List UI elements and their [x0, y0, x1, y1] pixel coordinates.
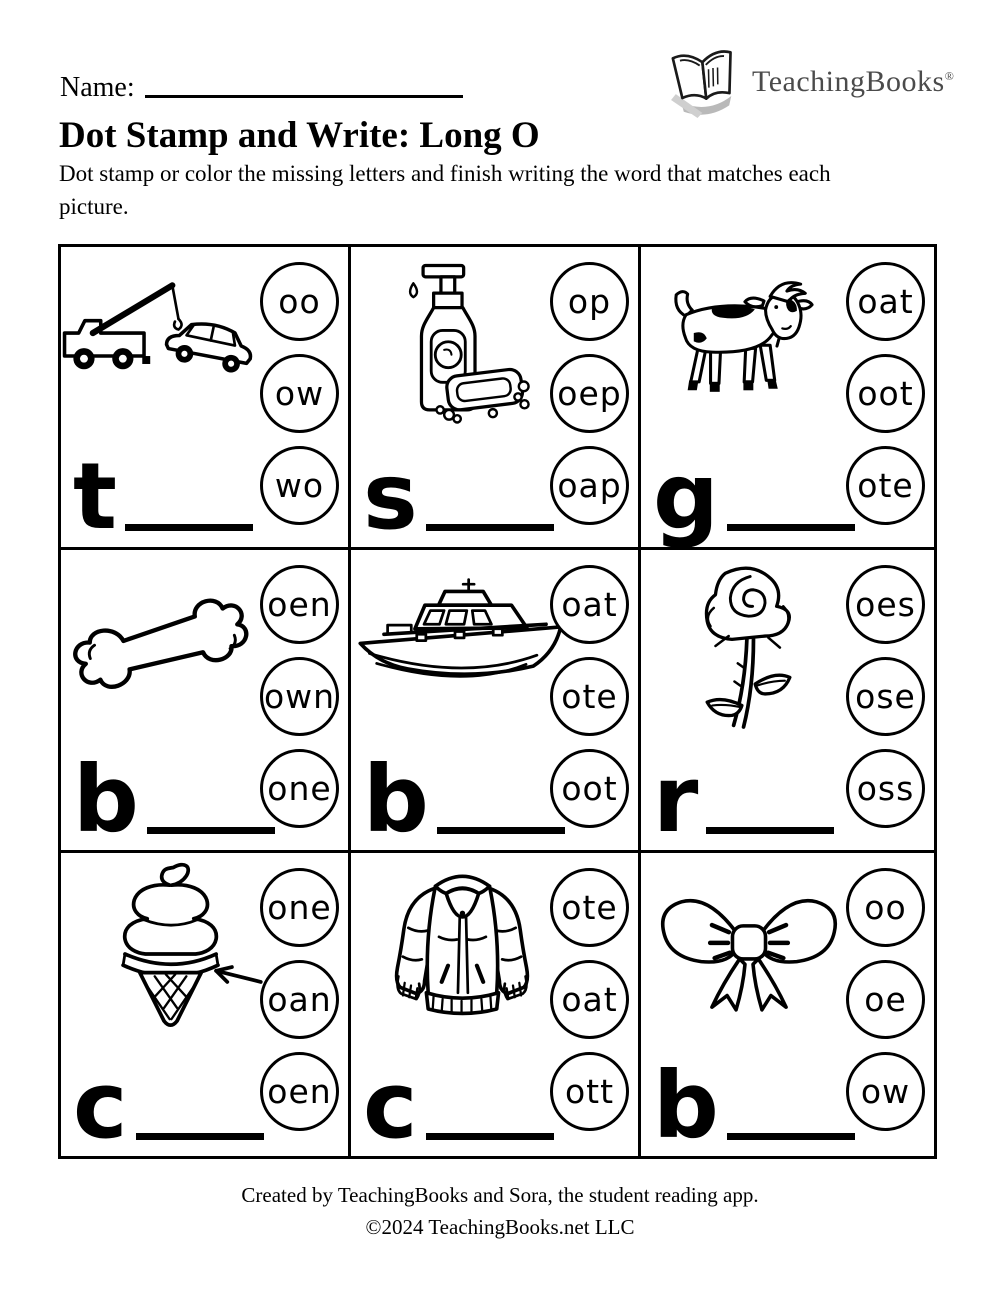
- option-circle[interactable]: [260, 565, 339, 644]
- option-label: oat: [561, 585, 618, 624]
- instructions: [59, 158, 939, 223]
- option-circle[interactable]: [846, 354, 925, 433]
- worksheet-cell-goat: [641, 247, 934, 550]
- worksheet-cell-rose: [641, 550, 934, 853]
- worksheet-cell-coat: [351, 853, 641, 1156]
- starter-letter: t: [73, 443, 117, 550]
- option-label: oen: [267, 1072, 332, 1111]
- option-circle[interactable]: [550, 565, 629, 644]
- answer-blank-line[interactable]: [727, 524, 855, 531]
- option-circle[interactable]: [260, 960, 339, 1039]
- option-column: [260, 262, 339, 525]
- option-column: [846, 262, 925, 525]
- worksheet-cell-soap: [351, 247, 641, 550]
- footer-copyright: ©2024 TeachingBooks.net LLC: [365, 1214, 635, 1239]
- worksheet-grid: [58, 244, 937, 1159]
- option-label: oen: [267, 585, 332, 624]
- starter-letter: c: [363, 1052, 418, 1156]
- option-label: own: [263, 677, 336, 716]
- option-label: op: [567, 282, 612, 321]
- answer-area: [653, 1052, 855, 1156]
- answer-area: [73, 746, 275, 853]
- instructions-line2: picture.: [59, 193, 129, 219]
- option-circle[interactable]: [550, 1052, 629, 1131]
- answer-area: [653, 746, 834, 853]
- option-label: oo: [864, 888, 907, 927]
- option-circle[interactable]: [550, 446, 629, 525]
- logo-wordmark: TeachingBooks®: [752, 65, 955, 98]
- footer: [0, 1180, 1000, 1243]
- worksheet-cell-cone: [61, 853, 351, 1156]
- answer-blank-line[interactable]: [426, 1133, 554, 1140]
- rose-icon: [689, 560, 813, 742]
- name-row: [60, 72, 463, 104]
- option-column: [846, 868, 925, 1131]
- option-label: oss: [856, 769, 915, 808]
- answer-blank-line[interactable]: [147, 827, 275, 834]
- name-blank-line[interactable]: [145, 90, 463, 98]
- option-label: ow: [274, 374, 325, 413]
- open-book-icon: [664, 46, 748, 118]
- option-column: [260, 868, 339, 1131]
- option-label: oot: [857, 374, 914, 413]
- answer-area: [363, 1052, 554, 1156]
- option-circle[interactable]: [846, 565, 925, 644]
- page-title: Dot Stamp and Write: Long O: [59, 115, 540, 156]
- option-circle[interactable]: [846, 657, 925, 736]
- option-label: wo: [274, 466, 325, 505]
- option-circle[interactable]: [260, 446, 339, 525]
- registered-mark: ®: [944, 69, 955, 83]
- answer-area: [73, 443, 253, 550]
- starter-letter: s: [363, 443, 418, 550]
- option-circle[interactable]: [260, 657, 339, 736]
- option-label: ott: [564, 1072, 615, 1111]
- option-label: oe: [864, 980, 907, 1019]
- instructions-line1: Dot stamp or color the missing letters and finish writing the word that matches each: [59, 161, 831, 186]
- option-label: oap: [557, 466, 622, 505]
- option-label: ote: [561, 677, 618, 716]
- bone-icon: [65, 578, 263, 718]
- answer-blank-line[interactable]: [125, 524, 253, 531]
- soap-icon: [389, 259, 531, 425]
- option-circle[interactable]: [550, 960, 629, 1039]
- bow-icon: [653, 875, 845, 1018]
- option-circle[interactable]: [260, 354, 339, 433]
- starter-letter: b: [73, 746, 139, 853]
- option-label: ote: [857, 466, 914, 505]
- option-circle[interactable]: [846, 1052, 925, 1131]
- goat-icon: [651, 275, 819, 420]
- option-label: oat: [561, 980, 618, 1019]
- option-label: ote: [561, 888, 618, 927]
- option-circle[interactable]: [260, 1052, 339, 1131]
- option-label: one: [267, 769, 332, 808]
- option-label: one: [267, 888, 332, 927]
- answer-area: [653, 443, 855, 550]
- worksheet-cell-bow: [641, 853, 934, 1156]
- worksheet-cell-boat: [351, 550, 641, 853]
- answer-blank-line[interactable]: [426, 524, 554, 531]
- option-circle[interactable]: [846, 262, 925, 341]
- option-label: oo: [278, 282, 321, 321]
- option-circle[interactable]: [846, 868, 925, 947]
- option-circle[interactable]: [846, 960, 925, 1039]
- answer-area: [363, 746, 565, 853]
- teachingbooks-logo: [664, 46, 954, 118]
- tow-truck-icon: [61, 273, 273, 406]
- option-label: oot: [561, 769, 618, 808]
- answer-blank-line[interactable]: [136, 1133, 264, 1140]
- worksheet-cell-bone: [61, 550, 351, 853]
- option-label: ow: [860, 1072, 911, 1111]
- starter-letter: r: [653, 746, 699, 853]
- option-circle[interactable]: [846, 749, 925, 828]
- coat-icon: [365, 861, 559, 1037]
- option-label: ose: [855, 677, 916, 716]
- answer-area: [363, 443, 554, 550]
- answer-blank-line[interactable]: [706, 827, 834, 834]
- option-label: oes: [855, 585, 916, 624]
- answer-area: [73, 1052, 264, 1156]
- ice-cream-cone-icon: [71, 861, 271, 1033]
- name-label: Name:: [60, 72, 135, 103]
- option-label: oep: [557, 374, 622, 413]
- option-label: oan: [267, 980, 332, 1019]
- option-circle[interactable]: [260, 262, 339, 341]
- option-column: [550, 868, 629, 1131]
- option-circle[interactable]: [550, 657, 629, 736]
- option-circle[interactable]: [550, 868, 629, 947]
- starter-letter: b: [363, 746, 429, 853]
- starter-letter: c: [73, 1052, 128, 1156]
- option-circle[interactable]: [550, 262, 629, 341]
- option-column: [550, 262, 629, 525]
- boat-icon: [353, 576, 567, 717]
- starter-letter: g: [653, 443, 719, 550]
- option-circle[interactable]: [550, 354, 629, 433]
- option-circle[interactable]: [846, 446, 925, 525]
- option-column: [846, 565, 925, 828]
- answer-blank-line[interactable]: [727, 1133, 855, 1140]
- footer-credit: Created by TeachingBooks and Sora, the student reading app.: [241, 1183, 759, 1207]
- starter-letter: b: [653, 1052, 719, 1156]
- worksheet-cell-tow: [61, 247, 351, 550]
- answer-blank-line[interactable]: [437, 827, 565, 834]
- option-label: oat: [857, 282, 914, 321]
- option-circle[interactable]: [260, 868, 339, 947]
